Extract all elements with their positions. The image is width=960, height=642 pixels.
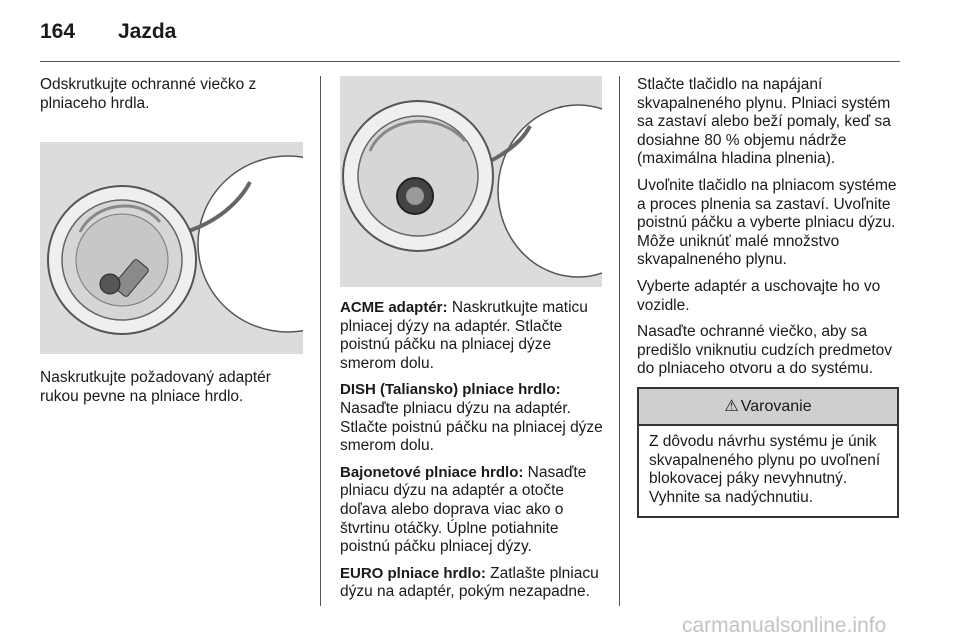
instruction-bayonet-adapter: Bajonetové plniace hrdlo: Nasaďte plniacu dýzu na adaptér a otočte doľava alebo doprava viac ako o štvrtinu otáčky. Úplne potiahnite poistnú páčku plniacej dýzy. [340, 463, 587, 556]
filler-neck-adapter-drawing [40, 142, 303, 354]
page-number: 164 [40, 20, 76, 43]
illustration-nozzle-adapter [340, 76, 602, 287]
instruction-euro-adapter: EURO plniace hrdlo: Zatlašte plniacu dýzu na adaptér, pokým nezapadne. [340, 564, 599, 601]
instruction-replace-cap: Nasaďte ochranné viečko, aby sa predišlo vniknutiu cudzích predmetov do plniaceho otvoru a do systému. [637, 323, 893, 378]
illustration-adapter-on-filler-neck [40, 142, 303, 354]
instruction-release-button: Uvoľnite tlačidlo na plniacom systéme a proces plnenia sa zastaví. Uvoľnite poistnú páčku a vyberte plniacu dýzu. Môže uniknúť malé množstvo skvapalneného plynu. [637, 176, 897, 269]
column-3 [637, 76, 903, 518]
column-1 [40, 76, 308, 414]
warning-header [639, 389, 897, 426]
instruction-remove-adapter: Vyberte adaptér a uschovajte ho vo vozidle. [637, 277, 881, 314]
term-acme-adapter: ACME adaptér: [340, 299, 448, 316]
instruction-unscrew-cap: Odskrutkujte ochranné viečko z plniaceho hrdla. [40, 76, 257, 112]
page-title: Jazda [118, 20, 177, 43]
warning-title: Varovanie [740, 397, 812, 415]
watermark: carmanualsonline.info [682, 614, 887, 637]
term-dish-adapter: DISH (Taliansko) plniace hrdlo: [340, 381, 561, 399]
instruction-acme-adapter: ACME adaptér: Naskrutkujte maticu plniacej dýzy na adaptér. Stlačte poistnú páčku na plniacej dýze smerom dolu. [340, 299, 588, 372]
warning-triangle-icon: ⚠ [724, 397, 739, 415]
warning-box [637, 387, 899, 518]
instruction-press-button: Stlačte tlačidlo na napájaní skvapalneného plynu. Plniaci systém sa zastaví alebo beží pomaly, keď sa dosiahne 80 % objemu nádrže (maximálna hladina plnenia). [637, 76, 891, 168]
term-euro-adapter: EURO plniace hrdlo: [340, 564, 486, 582]
column-divider-2 [619, 76, 620, 606]
term-bayonet-adapter: Bajonetové plniace hrdlo: [340, 463, 524, 481]
instruction-screw-adapter: Naskrutkujte požadovaný adaptér rukou pevne na plniace hrdlo. [40, 369, 271, 405]
warning-text: Z dôvodu návrhu systému je únik skvapalneného plynu po uvoľnení blokovacej páky nevyhnutný. Vyhnite sa nadýchnutiu. [649, 432, 881, 506]
header-rule [40, 61, 900, 62]
column-2 [340, 76, 606, 610]
instruction-dish-adapter: DISH (Taliansko) plniace hrdlo: Nasaďte plniacu dýzu na adaptér. Stlačte poistnú páčku na plniacej dýze smerom dolu. [340, 381, 603, 455]
adapter-closeup-drawing [340, 76, 602, 287]
column-divider-1 [320, 76, 321, 606]
page-header [40, 20, 176, 44]
